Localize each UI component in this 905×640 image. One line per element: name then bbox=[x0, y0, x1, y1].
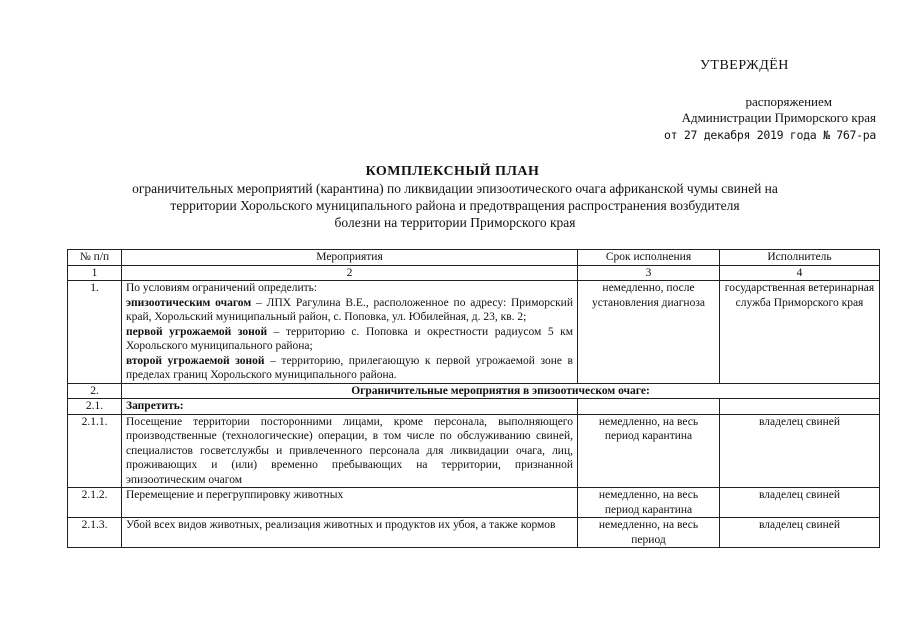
row-number: 2.1. bbox=[68, 399, 122, 415]
row-measure: Перемещение и перегруппировку животных bbox=[122, 488, 578, 518]
col-number: 3 bbox=[578, 265, 720, 281]
approval-line2: Администрации Приморского края bbox=[681, 110, 876, 125]
approval-date: от 27 декабря 2019 года № 767-ра bbox=[664, 128, 876, 142]
row-measure: Убой всех видов животных, реализация животных и продуктов их убоя, а также кормов bbox=[122, 518, 578, 548]
row-number: 2.1.3. bbox=[68, 518, 122, 548]
row-number: 1. bbox=[68, 281, 122, 384]
section-heading: Ограничительные мероприятия в эпизоотическом очаге: bbox=[122, 383, 880, 399]
row-measure: Посещение территории посторонними лицами, кроме персонала, выполняющего производственные (технологические) операции, в том числе по обслуживанию свиней, специалистов госветслужбы и привлеченного персонала для ликвидации очага, лиц, проживающих и (или) временно пребывающих на территории, признанной эпизоотическим очагом bbox=[122, 414, 578, 488]
row-term: немедленно, после установления диагноза bbox=[578, 281, 720, 384]
zone2-text: – территорию, прилегающую к первой угрожаемой зоне в пределах границ Хорольского муниципального района. bbox=[126, 354, 573, 381]
row-measure bbox=[122, 281, 578, 384]
subsection-heading: Запретить: bbox=[122, 399, 578, 415]
table-row bbox=[68, 281, 880, 384]
subtitle-line2: территории Хорольского муниципального района и предотвращения распространения возбудителя bbox=[170, 198, 740, 213]
subtitle-line3: болезни на территории Приморского края bbox=[334, 215, 576, 230]
header-term: Срок исполнения bbox=[578, 250, 720, 266]
subtitle-line1: ограничительных мероприятий (карантина) по ликвидации эпизоотического очага африканской чумы свиней на bbox=[132, 181, 778, 196]
row-executor: государственная ветеринарная служба Приморского края bbox=[720, 281, 880, 384]
row-term: немедленно, на весь период карантина bbox=[578, 488, 720, 518]
focus-text: – ЛПХ Рагулина В.Е., расположенное по адресу: Приморский край, Хорольский муниципальный район, с. Поповка, ул. Юбилейная, д. 23, кв. 2; bbox=[126, 296, 573, 323]
intro-text: По условиям ограничений определить: bbox=[126, 282, 318, 294]
col-number: 2 bbox=[122, 265, 578, 281]
table-row bbox=[68, 399, 880, 415]
row-executor: владелец свиней bbox=[720, 488, 880, 518]
table-row bbox=[68, 518, 880, 548]
row-number: 2.1.2. bbox=[68, 488, 122, 518]
col-number: 1 bbox=[68, 265, 122, 281]
table-header-row bbox=[68, 250, 880, 266]
approval-block bbox=[618, 94, 876, 143]
zone2-label: второй угрожаемой зоной bbox=[126, 354, 265, 367]
focus-label: эпизоотическим очагом bbox=[126, 296, 252, 309]
col-number: 4 bbox=[720, 265, 880, 281]
approval-line1: распоряжением bbox=[745, 94, 832, 109]
approved-stamp: УТВЕРЖДЁН bbox=[700, 58, 789, 73]
table-row bbox=[68, 383, 880, 399]
row-term: немедленно, на весь период bbox=[578, 518, 720, 548]
header-num: № п/п bbox=[68, 250, 122, 266]
row-term: немедленно, на весь период карантина bbox=[578, 414, 720, 488]
table-row bbox=[68, 488, 880, 518]
row-number: 2.1.1. bbox=[68, 414, 122, 488]
header-executor: Исполнитель bbox=[720, 250, 880, 266]
zone1-text: – территорию с. Поповка и окрестности радиусом 5 км Хорольского муниципального района; bbox=[126, 325, 573, 352]
plan-table bbox=[67, 249, 880, 548]
row-executor: владелец свиней bbox=[720, 518, 880, 548]
zone1-label: первой угрожаемой зоной bbox=[126, 325, 268, 338]
column-number-row bbox=[68, 265, 880, 281]
plan-title: КОМПЛЕКСНЫЙ ПЛАН bbox=[365, 164, 540, 179]
row-executor: владелец свиней bbox=[720, 414, 880, 488]
header-measures: Мероприятия bbox=[122, 250, 578, 266]
plan-subtitle bbox=[60, 180, 850, 231]
table-row bbox=[68, 414, 880, 488]
empty-cell bbox=[578, 399, 720, 415]
empty-cell bbox=[720, 399, 880, 415]
row-number: 2. bbox=[68, 383, 122, 399]
